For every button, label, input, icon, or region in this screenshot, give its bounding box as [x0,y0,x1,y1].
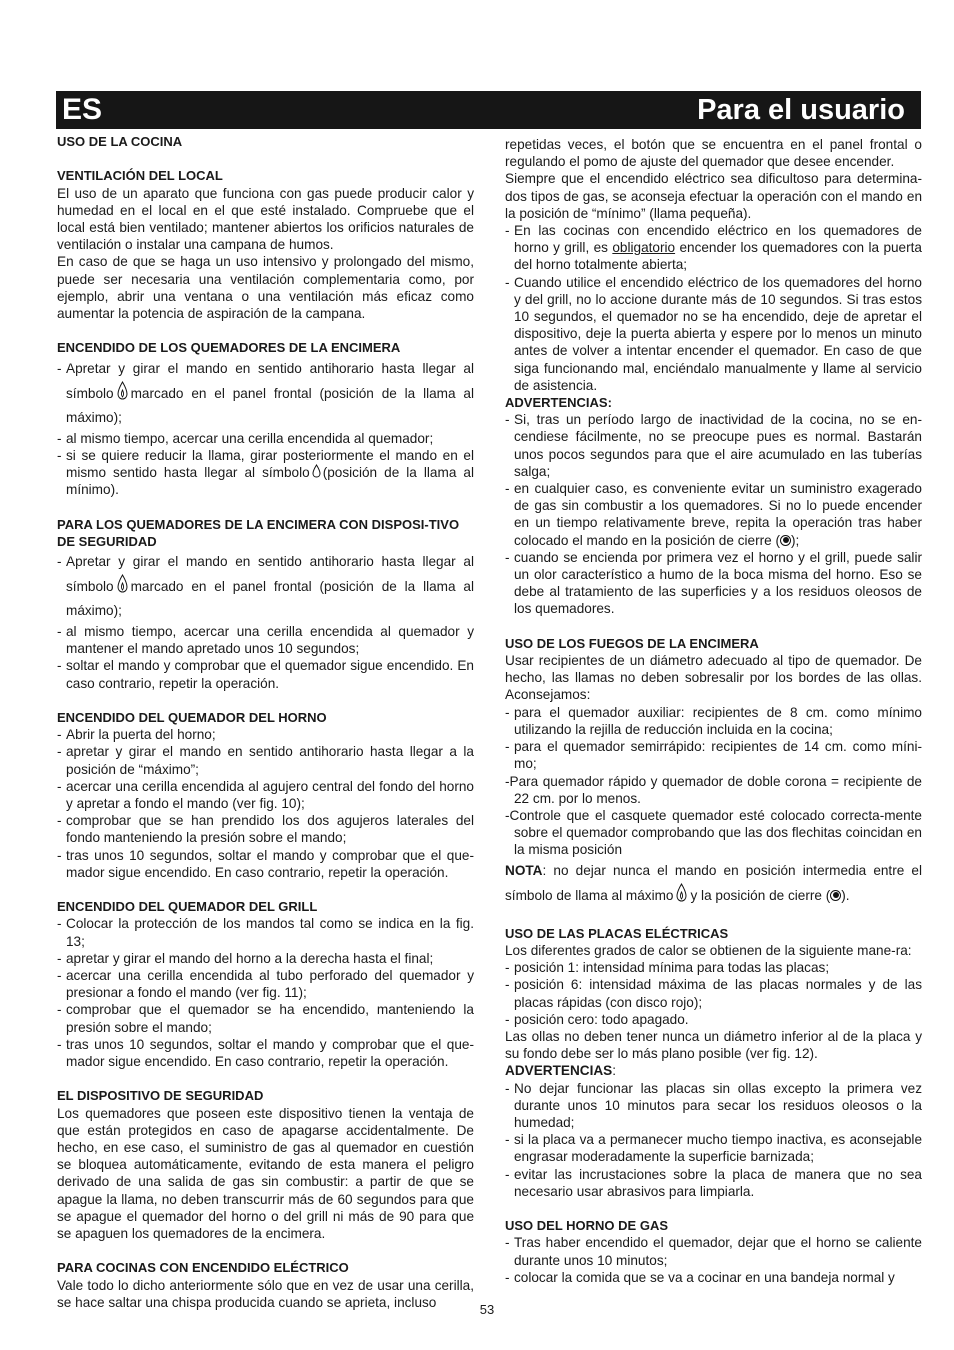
obligatorio-underlined: obligatorio [612,240,676,256]
list-item: -Para quemador rápido y quemador de doble corona = recipiente de 22 cm. por lo menos. [505,773,922,806]
list-item: - si la placa va a permanecer mucho tiempo inactiva, es aconsejable engrasar moderadamente la superficie barnizada; [505,1131,922,1165]
heading-advertencias: ADVERTENCIAS: [505,395,612,411]
page-number: 53 [479,1302,495,1317]
seguridad-paragraph: Los quemadores que poseen este dispositivo tienen la ventaja de que están protegidos en caso de apagarse accidentalmente. De hecho, en ese caso, el suministro de gas al quemador en cuestión se bloquea automáticamente, evitando de esta manera el peligro derivado de una salida de gas sin combustir: a partir de que se apague la llama, no deben transcurrir más de 60 segundos para que se apague el quemador del horno o del grill ni más de 90 para que se apaguen los quemadores de la encimera. [57,1105,474,1242]
list-item: - posición 1: intensidad mínima para todas las placas; [505,959,922,976]
list-item: - al mismo tiempo, acercar una cerilla encendida al quemador y mantener el mando apretado unos 10 segundos; [57,623,474,657]
dispositivo-list [57,550,474,692]
flame-max-icon [117,574,128,593]
list-item: - acercar una cerilla encendida al tubo perforado del quemador y presionar a fondo el mando (ver fig. 11); [57,967,474,1001]
fuegos-list [505,704,922,859]
electrico-list [505,222,922,394]
text: (posición de la llama al mínimo). [66,465,474,498]
list-item [57,357,474,430]
list-item: - posición 6: intensidad máxima de las placas normales y de las placas rápidas (con disco rojo); [505,976,922,1010]
heading-dispositivo-seguridad-encimera: PARA LOS QUEMADORES DE LA ENCIMERA CON DISPOSI-TIVO DE SEGURIDAD [57,516,460,549]
text: : [612,1063,617,1079]
placas-list [505,959,922,1028]
encendido-list [57,357,474,499]
flame-min-icon [312,464,321,478]
ventilacion-paragraph-2: En caso de que se haga un uso intensivo y prolongado del mismo, puede ser necesaria una ventilación complementaria como, por ejemplo, abrir una ventana o una ventilación más eficaz como aumentar la potencia de aspiración de la campana. [57,254,474,322]
list-item: - soltar el mando y comprobar que el quemador sigue encendido. En caso contrario, repetir la operación. [57,657,474,691]
heading-dispositivo-seguridad: EL DISPOSITIVO DE SEGURIDAD [57,1088,264,1104]
text: encender los quemadores con la puerta del horno totalmente abierta; [514,240,922,273]
list-item: - apretar y girar el mando del horno a la derecha hasta el final; [57,950,474,967]
list-item: - al mismo tiempo, acercar una cerilla encendida al quemador; [57,430,474,447]
heading-quemador-grill: ENCENDIDO DEL QUEMADOR DEL GRILL [57,899,318,915]
fuegos-paragraph: Usar recipientes de un diámetro adecuado al tipo de quemador. De hecho, las llamas no deben sobresalir por los bordes de las ollas. Aconsejamos: [505,653,922,703]
list-item: - para el quemador auxiliar: recipientes de 8 cm. como mínimo utilizando la rejilla de reducción incluida en la cocina; [505,704,922,738]
list-item: - comprobar que el quemador se ha encendido, manteniendo la presión sobre el mando; [57,1001,474,1035]
list-item [505,480,922,549]
list-item: - evitar las incrustaciones sobre la placa de manera que no sea necesario usar abrasivos para limpiarla. [505,1166,922,1200]
heading-horno-gas: USO DEL HORNO DE GAS [505,1218,669,1234]
list-item: - Abrir la puerta del horno; [57,726,474,743]
list-item: - para el quemador semirrápido: recipientes de 14 cm. como míni-mo; [505,738,922,772]
placas-paragraph: Los diferentes grados de calor se obtienen de la siguiente mane-ra: [505,942,912,958]
list-item: - No dejar funcionar las placas sin ollas excepto la primera vez durante unos 10 minutos para secar los residuos oleosos o la humedad; [505,1080,922,1132]
list-item: - tras unos 10 segundos, soltar el mando y comprobar que el que-mador sigue encendido. En caso contrario, repetir la operación. [57,1036,474,1070]
page-title: Para el usuario [697,94,905,126]
heading-placas-electricas: USO DE LAS PLACAS ELÉCTRICAS [505,925,729,941]
list-item: - Si, tras un período largo de inactividad de la cocina, no se en-cendiese fácilmente, no se preocupe pues es normal. Bastarán unos pocos segundos para que el aire acumulado en las tuberías salga; [505,411,922,480]
text: : no dejar nunca el mando en posición intermedia entre el símbolo de llama al máximo [505,862,922,903]
nota-paragraph [505,859,922,908]
language-code: ES [62,93,103,126]
list-item: - posición cero: todo apagado. [505,1011,922,1028]
placas-advertencias-list [505,1080,922,1200]
list-item [57,550,474,623]
list-item: -Controle que el casquete quemador esté colocado correcta-mente sobre el quemador comprobando que las dos flechitas coincidan en la misma posición [505,807,922,858]
grill-list [57,915,474,1070]
continuation-paragraph: repetidas veces, el botón que se encuentra en el panel frontal o regulando el pomo de ajuste del quemador que desee encender. [505,137,922,170]
text: y la posición de cierre ( [690,887,831,903]
list-item: - apretar y girar el mando en sentido antihorario hasta llegar a la posición de “máximo”; [57,743,474,777]
nota-label: NOTA [505,862,543,878]
list-item: - comprobar que se han prendido los dos agujeros laterales del fondo manteniendo la presión sobre el mando; [57,812,474,846]
left-column [57,133,474,1311]
list-item: - colocar la comida que se va a cocinar en una bandeja normal y [505,1269,922,1286]
continuation-paragraph-2: Siempre que el encendido eléctrico sea dificultoso para determina-dos tipos de gas, se aconseja efectuar la operación con el mando en la posición de “mínimo” (llama pequeña). [505,171,922,221]
closed-position-icon [780,535,791,546]
text: ); [791,532,800,548]
header-banner [56,91,921,129]
list-item: - tras unos 10 segundos, soltar el mando y comprobar que el que-mador sigue encendido. En caso contrario, repetir la operación. [57,847,474,881]
heading-encendido-electrico: PARA COCINAS CON ENCENDIDO ELÉCTRICO [57,1260,349,1276]
horno-list [57,726,474,881]
ventilacion-paragraph-1: El uso de un aparato que funciona con gas puede producir calor y humedad en el local en el que esté instalado. Compruebe que el local está bien ventilado; mantener abiertos los orificios naturales de ventilación o instalar una campana de humos. [57,185,474,253]
electrico-paragraph: Vale todo lo dicho anteriormente sólo que en vez de usar una cerilla, se hace saltar una chispa producida cuando se aprieta, incluso [57,1277,474,1310]
list-item: - Cuando utilice el encendido eléctrico de los quemadores del horno y del grill, no lo accione durante más de 10 segundos. Si tras estos 10 segundos, el quemador no se ha encendido, deje de apretar el dispositivo, deje la puerta abierta y espere por lo menos un minuto antes de volver a intentar encender el quemador. En caso de que siga funcionando mal, enciéndalo manualmente y llame al servicio de asistencia. [505,274,922,394]
heading-encendido-encimera: ENCENDIDO DE LOS QUEMADORES DE LA ENCIMERA [57,340,401,356]
advertencias-list [505,411,922,617]
heading-fuegos-encimera: USO DE LOS FUEGOS DE LA ENCIMERA [505,635,759,651]
text: si se quiere reducir la llama, girar posteriormente el mando en el mismo sentido hasta llegar al símbolo [66,447,474,481]
text: en cualquier caso, es conveniente evitar un suministro exagerado de gas sin combustir a los quemadores. Si no lo puede encender en un tiempo relativamente breve, repita la operación tras haber colocado el mando en la posición de cierre ( [514,481,922,548]
heading-uso-cocina: USO DE LA COCINA [57,134,183,149]
text: En las cocinas con encendido eléctrico en los quemadores de horno y grill, es [514,223,922,256]
list-item [57,447,474,499]
right-column [505,136,922,1286]
list-item: - Tras haber encendido el quemador, dejar que el horno se caliente durante unos 10 minutos; [505,1234,922,1268]
closed-position-icon [830,890,841,901]
text: Apretar y girar el mando en sentido antihorario hasta llegar al símbolo [66,360,474,401]
text: ). [841,887,850,903]
flame-max-icon [676,883,687,902]
advertencias-2-line [505,1062,922,1079]
placas-paragraph-2: Las ollas no deben tener nunca un diámetro inferior al de la placa y su fondo debe ser lo más plano posible (ver fig. 12). [505,1028,922,1062]
text: marcado en el panel frontal (posición de la llama al máximo); [66,385,474,425]
horno-gas-list [505,1234,922,1286]
list-item: - cuando se encienda por primera vez el horno y el grill, puede salir un olor característico a humo de la boca misma del horno. Eso se debe al tratamiento de las superficies y a los residuos oleosos de los quemadores. [505,549,922,618]
text: Apretar y girar el mando en sentido antihorario hasta llegar al símbolo [66,554,474,595]
list-item: - Colocar la protección de los mandos tal como se indica en la fig. 13; [57,915,474,949]
text: marcado en el panel frontal (posición de la llama al máximo); [66,579,474,619]
list-item: - acercar una cerilla encendida al agujero central del fondo del horno y apretar a fondo el mando (ver fig. 10); [57,778,474,812]
flame-max-icon [117,381,128,400]
heading-ventilacion: VENTILACIÓN DEL LOCAL [57,168,223,184]
heading-quemador-horno: ENCENDIDO DEL QUEMADOR DEL HORNO [57,710,327,726]
list-item [505,222,922,274]
heading-advertencias-2: ADVERTENCIAS [505,1063,613,1079]
